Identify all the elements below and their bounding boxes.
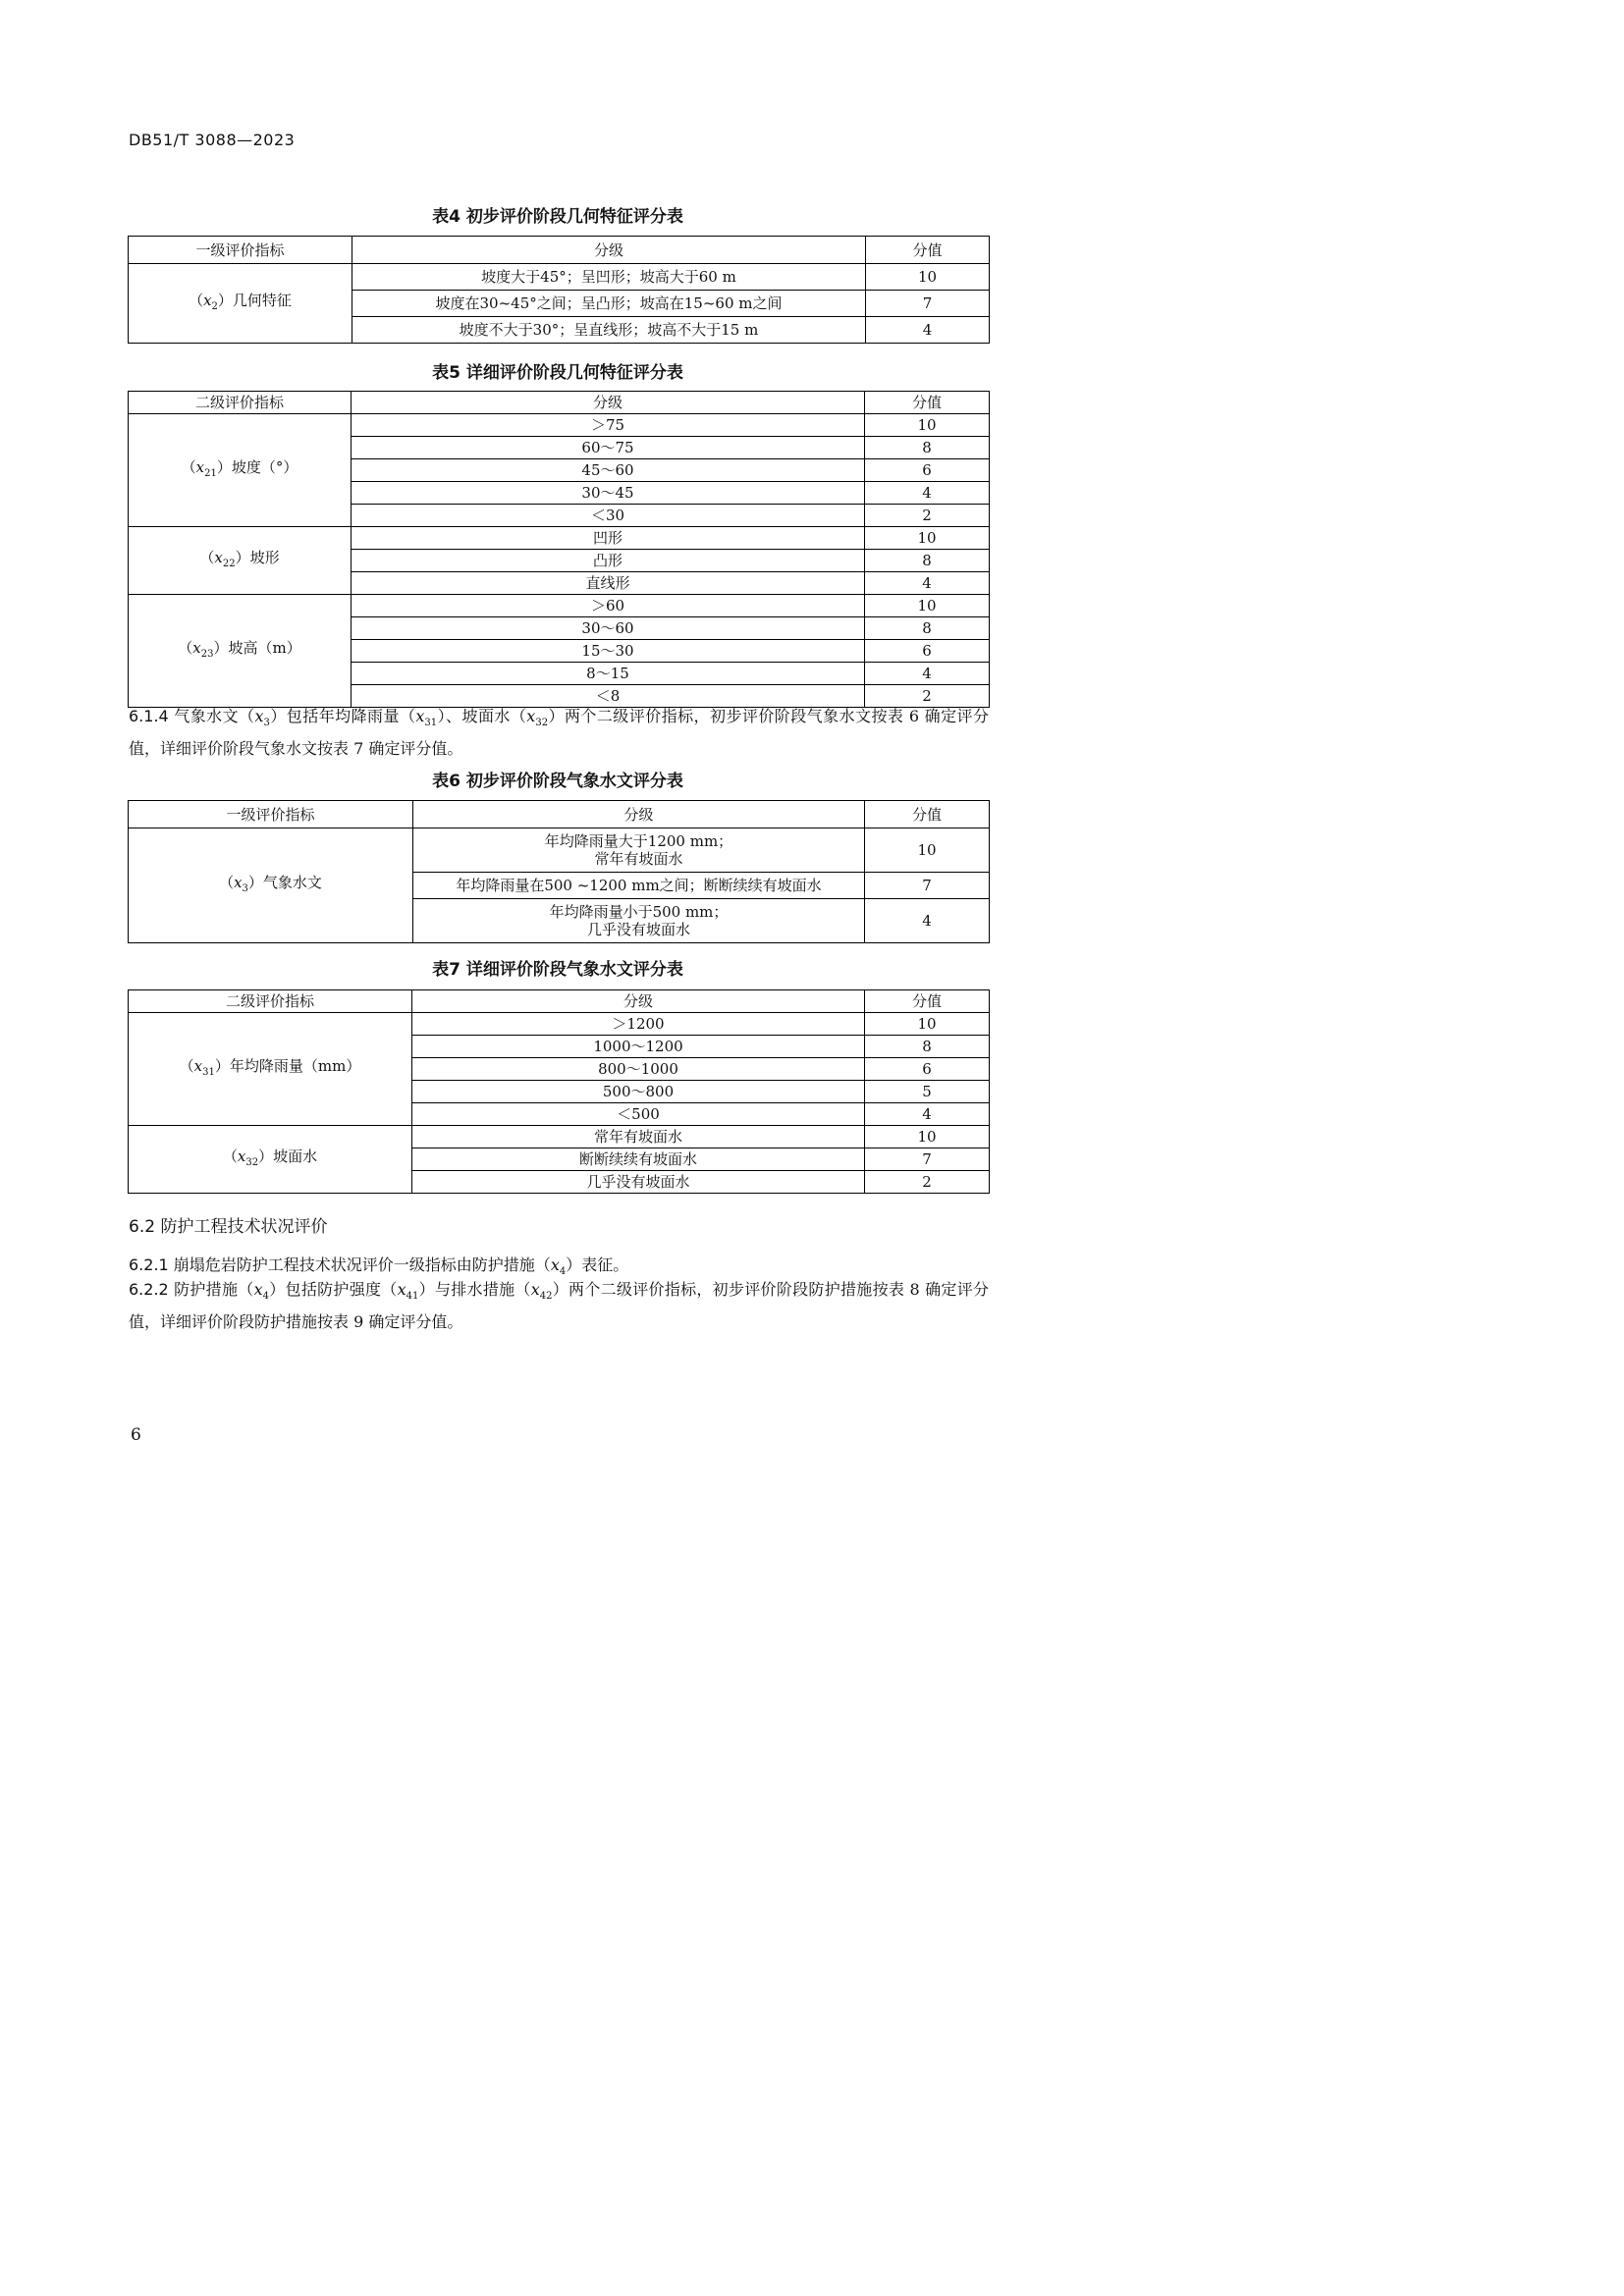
table4 (128, 236, 990, 344)
table4-score: 7 (866, 291, 990, 317)
table5-caption: 表5 详细评价阶段几何特征评分表 (432, 363, 683, 383)
table4-caption: 表4 初步评价阶段几何特征评分表 (432, 207, 683, 227)
table5-grade: 15～30 (352, 640, 865, 663)
table7-header-indicator: 二级评价指标 (129, 990, 412, 1013)
table5-grade: 30～45 (352, 482, 865, 505)
table5-score: 8 (865, 617, 990, 640)
table6-caption: 表6 初步评价阶段气象水文评分表 (432, 772, 683, 791)
table7-indicator-surface-water: $(x_{32})$坡面水 (129, 1126, 412, 1194)
table5-grade: 60～75 (352, 437, 865, 459)
table5-header-score: 分值 (865, 392, 990, 414)
table5-grade: ＜8 (352, 685, 865, 708)
table6-grade (413, 828, 865, 873)
table5-indicator-slope-angle: $(x_{21})$坡度（°） (129, 414, 352, 527)
table6-score: 10 (865, 828, 990, 873)
table5-score: 4 (865, 663, 990, 685)
table5-grade: ＞75 (352, 414, 865, 437)
table4-grade: 坡度大于45°；呈凹形；坡高大于60 m (352, 264, 866, 291)
paragraph-6-2-1: 6.2.1 崩塌危岩防护工程技术状况评价一级指标由防护措施$(x_4)$表征。 (129, 1255, 629, 1278)
table4-score: 4 (866, 317, 990, 344)
document-header: DB51/T 3088—2023 (129, 131, 296, 149)
table7-score: 10 (865, 1013, 990, 1036)
table5-score: 6 (865, 459, 990, 482)
table5-grade: ＞60 (352, 595, 865, 617)
table6-grade (413, 899, 865, 943)
table6 (128, 800, 990, 943)
table5-score: 4 (865, 572, 990, 595)
section-6-2-heading: 6.2 防护工程技术状况评价 (129, 1217, 328, 1237)
table7-header-score: 分值 (865, 990, 990, 1013)
table5-header-indicator: 二级评价指标 (129, 392, 352, 414)
table7-grade: ＜500 (412, 1103, 865, 1126)
table4-grade: 坡度在30~45°之间；呈凸形；坡高在15~60 m之间 (352, 291, 866, 317)
table5-grade: 凹形 (352, 527, 865, 550)
table5-header-grade: 分级 (352, 392, 865, 414)
table5-grade: 凸形 (352, 550, 865, 572)
table7-score: 5 (865, 1081, 990, 1103)
table6-grade-line: 常年有坡面水 (594, 850, 683, 868)
table6-grade: 年均降雨量在500 ~1200 mm之间；断断续续有坡面水 (413, 873, 865, 899)
table5-indicator-slope-shape: $(x_{22})$坡形 (129, 527, 352, 595)
table4-header-indicator: 一级评价指标 (129, 237, 352, 264)
table5 (128, 391, 990, 708)
table6-score: 7 (865, 873, 990, 899)
table7-score: 6 (865, 1058, 990, 1081)
table6-grade-line: 年均降雨量小于500 mm； (549, 903, 729, 921)
table7 (128, 989, 990, 1194)
table5-grade: 8～15 (352, 663, 865, 685)
table4-indicator: $(x_2)$几何特征 (129, 264, 352, 344)
table7-grade: ＞1200 (412, 1013, 865, 1036)
table7-grade: 500～800 (412, 1081, 865, 1103)
table5-score: 2 (865, 505, 990, 527)
table4-header-score: 分值 (866, 237, 990, 264)
table5-score: 4 (865, 482, 990, 505)
table6-grade-line: 年均降雨量大于1200 mm； (544, 832, 733, 850)
table7-caption: 表7 详细评价阶段气象水文评分表 (432, 960, 683, 980)
table7-score: 7 (865, 1148, 990, 1171)
table7-indicator-rainfall: $(x_{31})$年均降雨量（mm） (129, 1013, 412, 1126)
table5-grade: 45～60 (352, 459, 865, 482)
table5-score: 10 (865, 595, 990, 617)
page-number: 6 (131, 1425, 141, 1445)
table7-score: 10 (865, 1126, 990, 1148)
table4-header-grade: 分级 (352, 237, 866, 264)
table7-grade: 断断续续有坡面水 (412, 1148, 865, 1171)
table6-header-score: 分值 (865, 801, 990, 828)
table7-score: 2 (865, 1171, 990, 1194)
table7-header-grade: 分级 (412, 990, 865, 1013)
table7-grade: 常年有坡面水 (412, 1126, 865, 1148)
paragraph-6-1-4: 6.1.4 气象水文$(x_3)$包括年均降雨量$(x_{31})$、坡面水$(x_{32})$两个二级评价指标，初步评价阶段气象水文按表 6 确定评分值，详细评价阶段气象水文按表 7 确定评分值。 (129, 707, 989, 759)
table7-grade: 800～1000 (412, 1058, 865, 1081)
table5-score: 8 (865, 437, 990, 459)
table7-score: 4 (865, 1103, 990, 1126)
table7-grade: 几乎没有坡面水 (412, 1171, 865, 1194)
table5-score: 10 (865, 527, 990, 550)
table5-score: 6 (865, 640, 990, 663)
paragraph-6-2-2: 6.2.2 防护措施$(x_4)$包括防护强度$(x_{41})$与排水措施$(x_{42})$两个二级评价指标，初步评价阶段防护措施按表 8 确定评分值，详细评价阶段防护措施按表 9 确定评分值。 (129, 1280, 989, 1332)
table6-grade-line: 几乎没有坡面水 (586, 921, 690, 938)
table5-score: 2 (865, 685, 990, 708)
table7-grade: 1000～1200 (412, 1036, 865, 1058)
table4-grade: 坡度不大于30°；呈直线形；坡高不大于15 m (352, 317, 866, 344)
table5-score: 8 (865, 550, 990, 572)
table5-grade: 30～60 (352, 617, 865, 640)
table7-score: 8 (865, 1036, 990, 1058)
table5-score: 10 (865, 414, 990, 437)
table6-header-indicator: 一级评价指标 (129, 801, 413, 828)
table5-indicator-slope-height: $(x_{23})$坡高（m） (129, 595, 352, 708)
table6-header-grade: 分级 (413, 801, 865, 828)
table5-grade: ＜30 (352, 505, 865, 527)
table4-score: 10 (866, 264, 990, 291)
table5-grade: 直线形 (352, 572, 865, 595)
table6-score: 4 (865, 899, 990, 943)
table6-indicator: $(x_3)$气象水文 (129, 828, 413, 943)
